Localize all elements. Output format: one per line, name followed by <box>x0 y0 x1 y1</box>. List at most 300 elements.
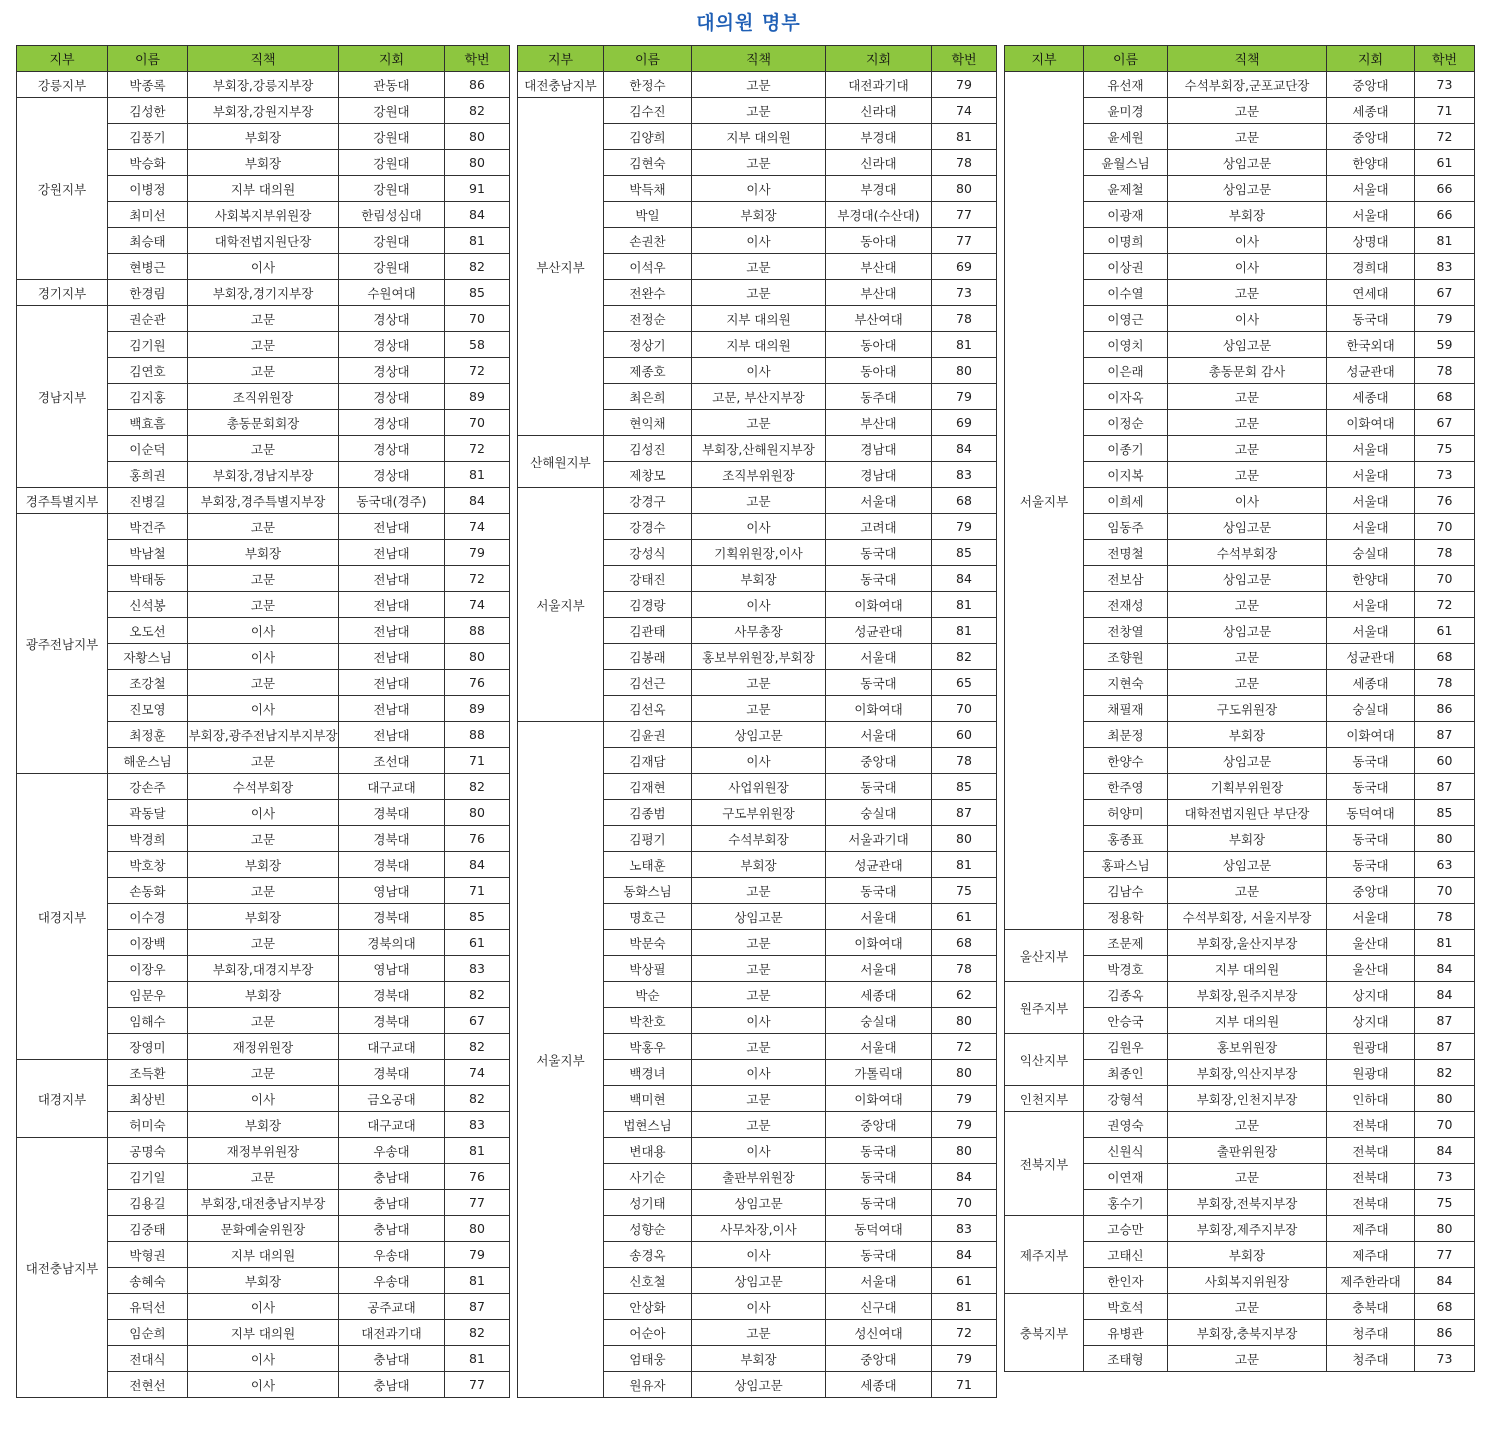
member-class-year: 83 <box>932 462 997 488</box>
member-class-year: 80 <box>445 150 510 176</box>
member-class-year: 77 <box>932 202 997 228</box>
member-name: 법현스님 <box>604 1112 692 1138</box>
member-class-year: 80 <box>932 826 997 852</box>
member-class-year: 77 <box>932 228 997 254</box>
member-chapter: 충남대 <box>339 1346 445 1372</box>
member-position: 구도위원장 <box>1168 696 1327 722</box>
member-name: 신석봉 <box>108 592 188 618</box>
member-class-year: 82 <box>1415 1060 1475 1086</box>
member-name: 진모영 <box>108 696 188 722</box>
member-position: 고문 <box>1168 384 1327 410</box>
member-name: 이상권 <box>1084 254 1168 280</box>
member-chapter: 동주대 <box>826 384 932 410</box>
member-class-year: 59 <box>1415 332 1475 358</box>
member-class-year: 79 <box>932 72 997 98</box>
member-position: 상임고문 <box>1168 852 1327 878</box>
member-chapter: 이화여대 <box>826 930 932 956</box>
branch-cell: 익산지부 <box>1005 1034 1084 1086</box>
member-class-year: 72 <box>1415 592 1475 618</box>
member-position: 고문 <box>1168 410 1327 436</box>
member-position: 이사 <box>692 514 826 540</box>
member-class-year: 84 <box>1415 1138 1475 1164</box>
member-chapter: 영남대 <box>339 956 445 982</box>
member-position: 상임고문 <box>692 1372 826 1398</box>
member-position: 부회장,경기지부장 <box>188 280 339 306</box>
branch-cell: 원주지부 <box>1005 982 1084 1034</box>
member-name: 이종기 <box>1084 436 1168 462</box>
member-class-year: 88 <box>445 618 510 644</box>
member-name: 윤제철 <box>1084 176 1168 202</box>
table-row <box>17 98 510 124</box>
member-name: 박건주 <box>108 514 188 540</box>
member-chapter: 이화여대 <box>826 592 932 618</box>
member-name: 강손주 <box>108 774 188 800</box>
member-chapter: 동덕여대 <box>826 1216 932 1242</box>
member-class-year: 76 <box>445 826 510 852</box>
member-class-year: 81 <box>932 852 997 878</box>
member-class-year: 68 <box>932 930 997 956</box>
member-position: 지부 대의원 <box>188 1242 339 1268</box>
member-class-year: 78 <box>1415 904 1475 930</box>
member-chapter: 전남대 <box>339 670 445 696</box>
member-name: 이석우 <box>604 254 692 280</box>
member-name: 이병정 <box>108 176 188 202</box>
member-position: 이사 <box>1168 306 1327 332</box>
member-position: 고문 <box>188 1164 339 1190</box>
member-position: 고문 <box>188 878 339 904</box>
member-class-year: 75 <box>932 878 997 904</box>
member-name: 이영근 <box>1084 306 1168 332</box>
table-row <box>518 488 997 514</box>
member-class-year: 81 <box>445 1268 510 1294</box>
member-position: 부회장,익산지부장 <box>1168 1060 1327 1086</box>
member-name: 이은래 <box>1084 358 1168 384</box>
member-chapter: 숭실대 <box>826 800 932 826</box>
member-position: 고문 <box>1168 1112 1327 1138</box>
member-position: 부회장,경주특별지부장 <box>188 488 339 514</box>
member-name: 김선옥 <box>604 696 692 722</box>
member-chapter: 세종대 <box>1327 384 1415 410</box>
member-name: 제창모 <box>604 462 692 488</box>
member-chapter: 경남대 <box>826 462 932 488</box>
member-class-year: 81 <box>932 332 997 358</box>
member-chapter: 전북대 <box>1327 1138 1415 1164</box>
member-position: 부회장,인천지부장 <box>1168 1086 1327 1112</box>
member-position: 이사 <box>188 696 339 722</box>
member-position: 재정부위원장 <box>188 1138 339 1164</box>
member-name: 박찬호 <box>604 1008 692 1034</box>
member-position: 재정위원장 <box>188 1034 339 1060</box>
member-position: 부회장 <box>188 904 339 930</box>
member-chapter: 동국대 <box>1327 306 1415 332</box>
member-chapter: 관동대 <box>339 72 445 98</box>
member-position: 고문 <box>1168 644 1327 670</box>
member-position: 부회장,원주지부장 <box>1168 982 1327 1008</box>
member-chapter: 대구교대 <box>339 1034 445 1060</box>
table-row <box>518 98 997 124</box>
member-name: 한경림 <box>108 280 188 306</box>
member-chapter: 중앙대 <box>1327 72 1415 98</box>
branch-cell: 대전충남지부 <box>518 72 604 98</box>
member-position: 총동문회회장 <box>188 410 339 436</box>
member-position: 고문 <box>1168 462 1327 488</box>
member-position: 대학전법지원단장 <box>188 228 339 254</box>
member-position: 이사 <box>692 1294 826 1320</box>
member-name: 백효흠 <box>108 410 188 436</box>
member-chapter: 동덕여대 <box>1327 800 1415 826</box>
member-chapter: 서울대 <box>1327 618 1415 644</box>
member-name: 이명희 <box>1084 228 1168 254</box>
member-name: 박호석 <box>1084 1294 1168 1320</box>
member-chapter: 부산대 <box>826 410 932 436</box>
member-class-year: 67 <box>445 1008 510 1034</box>
member-chapter: 원광대 <box>1327 1034 1415 1060</box>
member-position: 부회장,강원지부장 <box>188 98 339 124</box>
member-position: 고문 <box>1168 670 1327 696</box>
member-class-year: 85 <box>445 280 510 306</box>
member-class-year: 69 <box>932 410 997 436</box>
member-class-year: 70 <box>1415 514 1475 540</box>
member-name: 공명숙 <box>108 1138 188 1164</box>
member-name: 박홍우 <box>604 1034 692 1060</box>
member-position: 고문 <box>692 1320 826 1346</box>
member-class-year: 70 <box>1415 1112 1475 1138</box>
member-class-year: 85 <box>445 904 510 930</box>
member-name: 최정훈 <box>108 722 188 748</box>
member-class-year: 85 <box>932 540 997 566</box>
member-class-year: 83 <box>445 1112 510 1138</box>
member-name: 전창열 <box>1084 618 1168 644</box>
member-position: 고문 <box>692 98 826 124</box>
member-position: 이사 <box>188 618 339 644</box>
member-position: 이사 <box>692 592 826 618</box>
member-class-year: 73 <box>1415 72 1475 98</box>
member-name: 김재현 <box>604 774 692 800</box>
member-position: 이사 <box>692 1242 826 1268</box>
member-position: 이사 <box>692 358 826 384</box>
member-position: 부회장 <box>692 566 826 592</box>
member-chapter: 우송대 <box>339 1242 445 1268</box>
member-chapter: 경북대 <box>339 1060 445 1086</box>
member-name: 손동화 <box>108 878 188 904</box>
member-name: 진병길 <box>108 488 188 514</box>
member-class-year: 72 <box>445 566 510 592</box>
member-class-year: 73 <box>1415 1164 1475 1190</box>
member-class-year: 85 <box>1415 800 1475 826</box>
member-chapter: 우송대 <box>339 1268 445 1294</box>
member-name: 김지홍 <box>108 384 188 410</box>
member-chapter: 경남대 <box>826 436 932 462</box>
member-class-year: 82 <box>445 774 510 800</box>
member-position: 대학전법지원단 부단장 <box>1168 800 1327 826</box>
member-chapter: 경상대 <box>339 384 445 410</box>
member-name: 한양수 <box>1084 748 1168 774</box>
header-chapter: 지회 <box>339 46 445 72</box>
member-chapter: 강원대 <box>339 254 445 280</box>
member-name: 어순아 <box>604 1320 692 1346</box>
member-chapter: 충남대 <box>339 1372 445 1398</box>
member-position: 고문 <box>692 930 826 956</box>
member-class-year: 80 <box>1415 1216 1475 1242</box>
member-chapter: 경상대 <box>339 306 445 332</box>
member-chapter: 동국대 <box>826 1190 932 1216</box>
member-position: 이사 <box>188 800 339 826</box>
member-chapter: 성균관대 <box>1327 358 1415 384</box>
member-name: 이정순 <box>1084 410 1168 436</box>
member-name: 자황스님 <box>108 644 188 670</box>
member-chapter: 가톨릭대 <box>826 1060 932 1086</box>
header-class-year: 학번 <box>932 46 997 72</box>
member-chapter: 신라대 <box>826 150 932 176</box>
member-position: 고문 <box>1168 124 1327 150</box>
member-position: 이사 <box>692 1060 826 1086</box>
member-class-year: 78 <box>932 150 997 176</box>
member-chapter: 한양대 <box>1327 566 1415 592</box>
member-chapter: 인하대 <box>1327 1086 1415 1112</box>
header-branch: 지부 <box>1005 46 1084 72</box>
member-class-year: 63 <box>1415 852 1475 878</box>
member-name: 박순 <box>604 982 692 1008</box>
table-row <box>1005 1034 1475 1060</box>
member-name: 곽동달 <box>108 800 188 826</box>
member-position: 부회장 <box>188 852 339 878</box>
member-chapter: 강원대 <box>339 228 445 254</box>
member-name: 지현숙 <box>1084 670 1168 696</box>
member-position: 수석부회장,군포교단장 <box>1168 72 1327 98</box>
member-name: 이연재 <box>1084 1164 1168 1190</box>
member-class-year: 86 <box>445 72 510 98</box>
member-name: 한주영 <box>1084 774 1168 800</box>
member-position: 부회장,강릉지부장 <box>188 72 339 98</box>
member-position: 이사 <box>188 1346 339 1372</box>
member-position: 부회장 <box>1168 1242 1327 1268</box>
member-name: 김경랑 <box>604 592 692 618</box>
member-chapter: 세종대 <box>1327 670 1415 696</box>
member-position: 부회장 <box>1168 722 1327 748</box>
table-row <box>1005 982 1475 1008</box>
member-position: 고문 <box>188 592 339 618</box>
member-class-year: 81 <box>1415 930 1475 956</box>
member-chapter: 동국대 <box>826 1242 932 1268</box>
page-title: 대의원 명부 <box>696 12 801 34</box>
member-chapter: 성균관대 <box>1327 644 1415 670</box>
member-name: 강경수 <box>604 514 692 540</box>
member-class-year: 61 <box>445 930 510 956</box>
member-name: 윤세원 <box>1084 124 1168 150</box>
member-chapter: 전남대 <box>339 566 445 592</box>
member-chapter: 서울과기대 <box>826 826 932 852</box>
member-position: 이사 <box>692 228 826 254</box>
member-chapter: 중앙대 <box>826 1112 932 1138</box>
member-class-year: 61 <box>932 904 997 930</box>
member-position: 고문 <box>1168 1164 1327 1190</box>
table-row <box>1005 1216 1475 1242</box>
member-class-year: 79 <box>932 1112 997 1138</box>
member-position: 고문 <box>692 670 826 696</box>
member-name: 김종옥 <box>1084 982 1168 1008</box>
table-row <box>1005 1086 1475 1112</box>
member-position: 부회장,제주지부장 <box>1168 1216 1327 1242</box>
member-name: 안승국 <box>1084 1008 1168 1034</box>
member-position: 기획위원장,이사 <box>692 540 826 566</box>
member-name: 임해수 <box>108 1008 188 1034</box>
member-class-year: 84 <box>932 1242 997 1268</box>
member-position: 고문 <box>692 1112 826 1138</box>
member-class-year: 89 <box>445 384 510 410</box>
member-name: 한인자 <box>1084 1268 1168 1294</box>
member-position: 부회장,대전충남지부장 <box>188 1190 339 1216</box>
member-position: 부회장,대경지부장 <box>188 956 339 982</box>
member-name: 이장우 <box>108 956 188 982</box>
header-position: 직책 <box>1168 46 1327 72</box>
member-class-year: 82 <box>445 1086 510 1112</box>
member-name: 김성진 <box>604 436 692 462</box>
member-name: 윤월스님 <box>1084 150 1168 176</box>
member-class-year: 79 <box>932 1086 997 1112</box>
member-position: 고문 <box>692 254 826 280</box>
member-class-year: 80 <box>932 1060 997 1086</box>
header-name: 이름 <box>604 46 692 72</box>
member-chapter: 전남대 <box>339 696 445 722</box>
member-class-year: 75 <box>1415 1190 1475 1216</box>
member-chapter: 동아대 <box>826 332 932 358</box>
member-position: 고문 <box>1168 878 1327 904</box>
member-chapter: 경상대 <box>339 410 445 436</box>
branch-cell: 충북지부 <box>1005 1294 1084 1372</box>
member-chapter: 연세대 <box>1327 280 1415 306</box>
member-position: 고문 <box>692 956 826 982</box>
member-chapter: 제주한라대 <box>1327 1268 1415 1294</box>
member-position: 이사 <box>188 644 339 670</box>
member-class-year: 78 <box>1415 670 1475 696</box>
member-chapter: 중앙대 <box>826 1346 932 1372</box>
member-chapter: 동아대 <box>826 358 932 384</box>
member-class-year: 72 <box>1415 124 1475 150</box>
member-name: 김기원 <box>108 332 188 358</box>
member-position: 고문 <box>188 436 339 462</box>
branch-cell: 대전충남지부 <box>17 1138 108 1398</box>
member-position: 이사 <box>188 1372 339 1398</box>
member-position: 고문 <box>188 566 339 592</box>
member-class-year: 60 <box>1415 748 1475 774</box>
member-class-year: 80 <box>932 1138 997 1164</box>
member-name: 동화스님 <box>604 878 692 904</box>
member-position: 부회장 <box>1168 202 1327 228</box>
member-position: 상임고문 <box>1168 150 1327 176</box>
member-name: 김양희 <box>604 124 692 150</box>
member-class-year: 79 <box>932 384 997 410</box>
member-class-year: 77 <box>1415 1242 1475 1268</box>
member-name: 전정순 <box>604 306 692 332</box>
member-class-year: 81 <box>932 124 997 150</box>
header-chapter: 지회 <box>826 46 932 72</box>
member-chapter: 세종대 <box>826 1372 932 1398</box>
member-class-year: 70 <box>1415 566 1475 592</box>
member-class-year: 78 <box>932 306 997 332</box>
member-position: 상임고문 <box>1168 748 1327 774</box>
member-position: 구도부위원장 <box>692 800 826 826</box>
member-position: 이사 <box>188 1086 339 1112</box>
member-position: 부회장 <box>692 1346 826 1372</box>
member-class-year: 71 <box>445 748 510 774</box>
member-name: 안상화 <box>604 1294 692 1320</box>
member-chapter: 제주대 <box>1327 1242 1415 1268</box>
member-class-year: 83 <box>932 1216 997 1242</box>
member-chapter: 경북대 <box>339 800 445 826</box>
member-name: 제종호 <box>604 358 692 384</box>
member-class-year: 80 <box>445 1216 510 1242</box>
member-position: 고문 <box>692 488 826 514</box>
member-class-year: 76 <box>1415 488 1475 514</box>
table-row <box>17 1138 510 1164</box>
member-class-year: 61 <box>1415 150 1475 176</box>
member-name: 윤미경 <box>1084 98 1168 124</box>
member-name: 정상기 <box>604 332 692 358</box>
branch-cell: 강릉지부 <box>17 72 108 98</box>
member-class-year: 82 <box>445 1320 510 1346</box>
member-name: 백미현 <box>604 1086 692 1112</box>
member-position: 고문 <box>1168 592 1327 618</box>
member-chapter: 서울대 <box>826 904 932 930</box>
member-name: 홍희권 <box>108 462 188 488</box>
member-chapter: 고려대 <box>826 514 932 540</box>
member-class-year: 80 <box>445 644 510 670</box>
member-chapter: 강원대 <box>339 176 445 202</box>
member-position: 조직부위원장 <box>692 462 826 488</box>
member-class-year: 82 <box>445 98 510 124</box>
member-chapter: 전남대 <box>339 722 445 748</box>
member-name: 유선재 <box>1084 72 1168 98</box>
member-class-year: 61 <box>932 1268 997 1294</box>
member-class-year: 66 <box>1415 202 1475 228</box>
member-chapter: 숭실대 <box>826 1008 932 1034</box>
member-name: 이장백 <box>108 930 188 956</box>
member-position: 부회장,전북지부장 <box>1168 1190 1327 1216</box>
member-name: 전보삼 <box>1084 566 1168 592</box>
member-class-year: 68 <box>1415 644 1475 670</box>
member-position: 지부 대의원 <box>1168 1008 1327 1034</box>
member-chapter: 공주교대 <box>339 1294 445 1320</box>
member-name: 김봉래 <box>604 644 692 670</box>
member-chapter: 신라대 <box>826 98 932 124</box>
member-class-year: 84 <box>1415 1268 1475 1294</box>
member-chapter: 청주대 <box>1327 1320 1415 1346</box>
member-class-year: 79 <box>932 514 997 540</box>
member-name: 박상필 <box>604 956 692 982</box>
member-name: 김윤권 <box>604 722 692 748</box>
member-name: 김남수 <box>1084 878 1168 904</box>
member-chapter: 충남대 <box>339 1164 445 1190</box>
member-position: 고문 <box>188 1008 339 1034</box>
member-name: 박태동 <box>108 566 188 592</box>
member-name: 유병관 <box>1084 1320 1168 1346</box>
member-name: 박남철 <box>108 540 188 566</box>
member-class-year: 84 <box>932 566 997 592</box>
member-chapter: 충남대 <box>339 1216 445 1242</box>
member-chapter: 전북대 <box>1327 1190 1415 1216</box>
member-position: 지부 대의원 <box>1168 956 1327 982</box>
member-position: 고문 <box>188 748 339 774</box>
member-class-year: 91 <box>445 176 510 202</box>
member-name: 송경옥 <box>604 1242 692 1268</box>
member-position: 기획부위원장 <box>1168 774 1327 800</box>
member-chapter: 부경대 <box>826 176 932 202</box>
member-name: 이광재 <box>1084 202 1168 228</box>
member-chapter: 경북대 <box>339 982 445 1008</box>
member-name: 김선근 <box>604 670 692 696</box>
member-chapter: 동국대 <box>826 774 932 800</box>
member-position: 지부 대의원 <box>188 1320 339 1346</box>
